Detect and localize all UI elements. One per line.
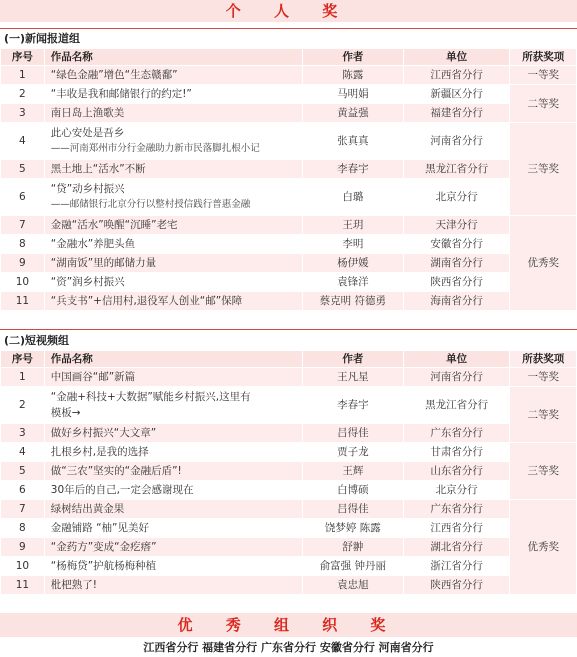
row-unit: 江西省分行 xyxy=(403,519,510,538)
table-row xyxy=(1,368,577,387)
col-header-work: 作品名称 xyxy=(44,351,302,368)
row-work-title xyxy=(44,387,302,424)
row-index: 8 xyxy=(1,235,45,254)
award-first: 一等奖 xyxy=(510,368,577,387)
row-author: 蔡克明 符德勇 xyxy=(302,292,403,311)
row-work-title: “杨梅贷”护航杨梅种植 xyxy=(44,557,302,576)
section-divider xyxy=(0,329,577,330)
table-row xyxy=(1,443,577,462)
row-author: 李春宇 xyxy=(302,160,403,179)
row-author: 李明 xyxy=(302,235,403,254)
row-work-title: “金药方”变成“金疙瘩” xyxy=(44,538,302,557)
table-row xyxy=(1,104,577,123)
row-work-title: 扎根乡村,是我的选择 xyxy=(44,443,302,462)
row-unit: 河南省分行 xyxy=(403,123,510,160)
award-second: 二等奖 xyxy=(510,85,577,123)
table-row xyxy=(1,235,577,254)
row-unit: 甘肃省分行 xyxy=(403,443,510,462)
row-unit: 湖北省分行 xyxy=(403,538,510,557)
section-title-news: (一)新闻报道组 xyxy=(4,32,81,45)
row-index: 9 xyxy=(1,538,45,557)
row-work-main: “贷”动乡村振兴 xyxy=(50,183,125,195)
row-index: 9 xyxy=(1,254,45,273)
col-header-work: 作品名称 xyxy=(44,49,302,66)
row-author: 王辉 xyxy=(302,462,403,481)
row-index: 1 xyxy=(1,368,45,387)
row-unit: 新疆区分行 xyxy=(403,85,510,104)
table-header-row xyxy=(1,351,577,368)
row-index: 3 xyxy=(1,104,45,123)
table-row xyxy=(1,424,577,443)
row-work-title: 做好乡村振兴“大文章” xyxy=(44,424,302,443)
row-work-continuation: 模板→ xyxy=(50,407,81,419)
award-second: 二等奖 xyxy=(510,387,577,443)
row-index: 3 xyxy=(1,424,45,443)
organization-award-list: 江西省分行 福建省分行 广东省分行 安徽省分行 河南省分行 xyxy=(143,641,434,654)
row-unit: 北京分行 xyxy=(403,481,510,500)
row-author: 贾子龙 xyxy=(302,443,403,462)
row-index: 11 xyxy=(1,576,45,595)
row-work-title: 枇杷熟了! xyxy=(44,576,302,595)
table-row xyxy=(1,123,577,160)
row-unit: 江西省分行 xyxy=(403,66,510,85)
row-work-title: “丰收是我和邮储银行的约定!” xyxy=(44,85,302,104)
row-work-subtitle: ——邮储银行北京分行以整村授信践行普惠金融 xyxy=(50,199,251,210)
table-row xyxy=(1,179,577,216)
row-index: 5 xyxy=(1,462,45,481)
row-author: 陈露 xyxy=(302,66,403,85)
table-header-row xyxy=(1,49,577,66)
col-header-unit: 单位 xyxy=(403,49,510,66)
row-unit: 河南省分行 xyxy=(403,368,510,387)
col-header-index: 序号 xyxy=(1,351,45,368)
row-unit: 黑龙江省分行 xyxy=(403,160,510,179)
col-header-award: 所获奖项 xyxy=(510,351,577,368)
row-work-title: “兵支书”+信用村,退役军人创业“邮”保障 xyxy=(44,292,302,311)
row-work-title xyxy=(44,179,302,216)
row-unit: 陕西省分行 xyxy=(403,576,510,595)
row-author: 白璐 xyxy=(302,179,403,216)
award-excellence: 优秀奖 xyxy=(510,500,577,595)
row-author: 饶梦婷 陈露 xyxy=(302,519,403,538)
row-work-main: “金融+科技+大数据”赋能乡村振兴,这里有 xyxy=(50,391,251,403)
row-unit: 广东省分行 xyxy=(403,500,510,519)
row-unit: 湖南省分行 xyxy=(403,254,510,273)
row-work-title: 金融“活水”唤醒“沉睡”老宅 xyxy=(44,216,302,235)
row-index: 10 xyxy=(1,557,45,576)
row-index: 1 xyxy=(1,66,45,85)
col-header-index: 序号 xyxy=(1,49,45,66)
table-row xyxy=(1,500,577,519)
table-row xyxy=(1,519,577,538)
row-unit: 天津分行 xyxy=(403,216,510,235)
row-author: 李春宇 xyxy=(302,387,403,424)
row-work-title: 南日岛上渔歌美 xyxy=(44,104,302,123)
row-author: 王玥 xyxy=(302,216,403,235)
award-banner-individual: 个 人 奖 xyxy=(0,0,577,22)
row-author: 张真真 xyxy=(302,123,403,160)
table-row xyxy=(1,481,577,500)
row-index: 6 xyxy=(1,481,45,500)
row-work-title: “湖南饭”里的邮储力量 xyxy=(44,254,302,273)
table-row xyxy=(1,85,577,104)
row-unit: 广东省分行 xyxy=(403,424,510,443)
row-unit: 山东省分行 xyxy=(403,462,510,481)
table-row xyxy=(1,292,577,311)
row-index: 10 xyxy=(1,273,45,292)
table-row xyxy=(1,387,577,424)
row-work-subtitle: ——河南郑州市分行金融助力新市民落脚扎根小记 xyxy=(50,143,260,154)
award-banner-organization: 优 秀 组 织 奖 xyxy=(0,613,577,637)
row-index: 11 xyxy=(1,292,45,311)
news-award-table xyxy=(0,48,577,311)
row-unit: 陕西省分行 xyxy=(403,273,510,292)
award-third: 三等奖 xyxy=(510,443,577,500)
row-work-title: 金融铺路 “柚”见美好 xyxy=(44,519,302,538)
row-index: 2 xyxy=(1,387,45,424)
row-work-title: 30年后的自己,一定会感谢现在 xyxy=(44,481,302,500)
row-author: 袁忠旭 xyxy=(302,576,403,595)
row-work-main: 此心安处是吾乡 xyxy=(50,127,125,139)
col-header-author: 作者 xyxy=(302,351,403,368)
row-unit: 浙江省分行 xyxy=(403,557,510,576)
row-unit: 福建省分行 xyxy=(403,104,510,123)
row-index: 8 xyxy=(1,519,45,538)
row-unit: 北京分行 xyxy=(403,179,510,216)
row-unit: 海南省分行 xyxy=(403,292,510,311)
row-unit: 安徽省分行 xyxy=(403,235,510,254)
row-index: 7 xyxy=(1,500,45,519)
award-third: 三等奖 xyxy=(510,123,577,216)
row-author: 马明娟 xyxy=(302,85,403,104)
row-work-title: “资”润乡村振兴 xyxy=(44,273,302,292)
table-row xyxy=(1,576,577,595)
award-excellence: 优秀奖 xyxy=(510,216,577,311)
table-row xyxy=(1,462,577,481)
row-index: 5 xyxy=(1,160,45,179)
award-first: 一等奖 xyxy=(510,66,577,85)
table-row xyxy=(1,538,577,557)
row-index: 2 xyxy=(1,85,45,104)
table-row xyxy=(1,160,577,179)
row-author: 白博硕 xyxy=(302,481,403,500)
row-author: 黄益强 xyxy=(302,104,403,123)
row-author: 舒翀 xyxy=(302,538,403,557)
row-author: 吕得佳 xyxy=(302,500,403,519)
table-row xyxy=(1,66,577,85)
row-author: 吕得佳 xyxy=(302,424,403,443)
row-index: 4 xyxy=(1,443,45,462)
section-title-video: (二)短视频组 xyxy=(4,334,70,347)
video-award-table xyxy=(0,350,577,595)
row-work-title xyxy=(44,123,302,160)
section-divider xyxy=(0,28,577,29)
row-work-title: “绿色金融”增色“生态赣鄱” xyxy=(44,66,302,85)
row-author: 袁锋洋 xyxy=(302,273,403,292)
col-header-award: 所获奖项 xyxy=(510,49,577,66)
table-row xyxy=(1,254,577,273)
row-index: 6 xyxy=(1,179,45,216)
row-work-title: 做“三农”坚实的“金融后盾”! xyxy=(44,462,302,481)
row-work-title: 黑土地上“活水”不断 xyxy=(44,160,302,179)
row-index: 4 xyxy=(1,123,45,160)
table-row xyxy=(1,557,577,576)
col-header-author: 作者 xyxy=(302,49,403,66)
table-row xyxy=(1,273,577,292)
row-work-title: 中国画谷“邮”新篇 xyxy=(44,368,302,387)
row-author: 俞富强 钟丹丽 xyxy=(302,557,403,576)
row-author: 王凡星 xyxy=(302,368,403,387)
row-author: 杨伊媛 xyxy=(302,254,403,273)
row-index: 7 xyxy=(1,216,45,235)
row-work-title: 绿树结出黄金果 xyxy=(44,500,302,519)
table-row xyxy=(1,216,577,235)
col-header-unit: 单位 xyxy=(403,351,510,368)
row-unit: 黑龙江省分行 xyxy=(403,387,510,424)
row-work-title: “金融水”养肥头鱼 xyxy=(44,235,302,254)
